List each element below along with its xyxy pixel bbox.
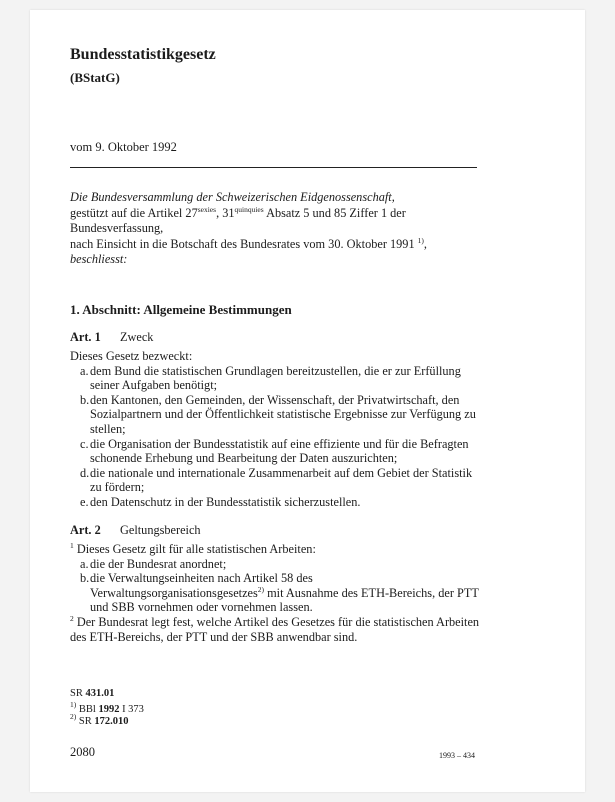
law-abbreviation: (BStatG) xyxy=(70,70,120,85)
footnote-year: 1992 xyxy=(98,703,120,715)
article-1-number: Art. 1 xyxy=(70,330,101,344)
message-comma: , xyxy=(423,236,427,251)
article-1-body xyxy=(70,349,480,510)
item-text: den Kantonen, den Gemeinden, der Wissenschaft, der Privatwirtschaft, den Sozialpartnern und der Öffentlichkeit statistische Ergebnisse zur Verfügung zu stellen; xyxy=(90,392,476,436)
basis-text-2: , 31 xyxy=(216,205,235,220)
preamble xyxy=(70,190,480,268)
article-2-title: Geltungsbereich xyxy=(120,523,201,537)
item-marker: b. xyxy=(80,571,90,586)
article-1-heading xyxy=(70,330,153,345)
article-1-title: Zweck xyxy=(120,330,154,344)
preamble-message xyxy=(70,237,480,253)
title-rule xyxy=(70,167,477,168)
item-text: die nationale und internationale Zusammenarbeit auf dem Gebiet der Statistik zu fördern; xyxy=(90,465,473,495)
list-item xyxy=(70,557,480,572)
law-date: vom 9. Oktober 1992 xyxy=(70,140,177,154)
message-text: nach Einsicht in die Botschaft des Bundesrates vom 30. Oktober 1991 xyxy=(70,236,415,251)
sr-number xyxy=(70,688,144,701)
footnote-ref-2: 2) xyxy=(257,584,265,594)
document-page xyxy=(30,10,585,792)
list-item xyxy=(70,437,480,466)
article-2-paragraph-1 xyxy=(70,542,480,557)
footnote-rest: I 373 xyxy=(122,703,144,715)
list-item xyxy=(70,571,480,615)
list-item xyxy=(70,364,480,393)
sr-prefix: SR xyxy=(70,688,83,699)
article-2-list xyxy=(70,557,480,615)
article-2-number: Art. 2 xyxy=(70,523,101,537)
law-title: Bundesstatistikgesetz xyxy=(70,46,216,63)
basis-superscript-1: sexies xyxy=(197,204,217,214)
list-item xyxy=(70,393,480,437)
footnote-ref-1: 1) xyxy=(417,235,424,245)
paragraph-number: 1 xyxy=(70,541,74,550)
list-item xyxy=(70,466,480,495)
sr-value: 431.01 xyxy=(85,688,115,699)
footnotes xyxy=(70,688,144,729)
footnote-prefix: SR xyxy=(78,716,92,727)
footnote-mark: 1) xyxy=(70,699,77,709)
item-marker: d. xyxy=(80,465,90,480)
item-text: den Datenschutz in der Bundesstatistik sicherzustellen. xyxy=(90,494,361,509)
preamble-basis xyxy=(70,206,480,237)
item-text: die Verwaltungseinheiten nach Artikel 58 des Verwaltungsorganisationsgesetzes xyxy=(90,571,313,600)
footnote-prefix: BBl xyxy=(78,703,96,715)
document-reference: 1993 – 434 xyxy=(439,751,475,760)
preamble-assembly: Die Bundesversammlung der Schweizerischen Eidgenossenschaft, xyxy=(70,190,395,204)
article-1-list xyxy=(70,364,480,510)
article-2-body xyxy=(70,542,480,644)
paragraph-text: Dieses Gesetz gilt für alle statistischen Arbeiten: xyxy=(76,542,316,556)
preamble-decides: beschliesst: xyxy=(70,252,128,266)
item-marker: a. xyxy=(80,556,89,571)
paragraph-number: 2 xyxy=(70,613,74,623)
item-text-cont: mit Ausnahme des ETH-Bereichs, der PTT und SBB vornehmen oder vornehmen lassen. xyxy=(90,585,479,615)
footnote-1 xyxy=(70,699,144,717)
list-item xyxy=(70,495,480,510)
basis-superscript-2: quinquies xyxy=(234,204,264,214)
item-marker: e. xyxy=(80,494,89,509)
article-2-heading xyxy=(70,523,201,538)
item-text: die Organisation der Bundesstatistik auf eine effiziente und für die Befragten schonende Erhebung und Bearbeitung der Daten auszurichten; xyxy=(90,436,469,466)
footnote-number: 172.010 xyxy=(94,716,129,727)
item-text: dem Bund die statistischen Grundlagen bereitzustellen, die er zur Erfüllung seiner Aufgaben benötigt; xyxy=(90,363,461,393)
basis-text: gestützt auf die Artikel 27 xyxy=(70,205,198,220)
page-number: 2080 xyxy=(70,745,95,759)
article-1-intro: Dieses Gesetz bezweckt: xyxy=(70,349,193,363)
section-heading: 1. Abschnitt: Allgemeine Bestimmungen xyxy=(70,302,292,317)
item-marker: a. xyxy=(80,363,89,378)
item-marker: c. xyxy=(80,436,89,451)
paragraph-text: Der Bundesrat legt fest, welche Artikel des Gesetzes für die statistischen Arbeiten des ETH-Bereichs, der PTT und der SBB anwendbar sind. xyxy=(70,614,480,644)
item-marker: b. xyxy=(80,392,90,407)
footnote-2 xyxy=(70,712,144,729)
basis-text-3: Absatz 5 und 85 Ziffer 1 der Bundesverfassung, xyxy=(70,205,406,235)
item-text: die der Bundesrat anordnet; xyxy=(90,556,227,571)
footnote-mark: 2) xyxy=(70,712,77,721)
article-2-paragraph-2 xyxy=(70,615,480,644)
